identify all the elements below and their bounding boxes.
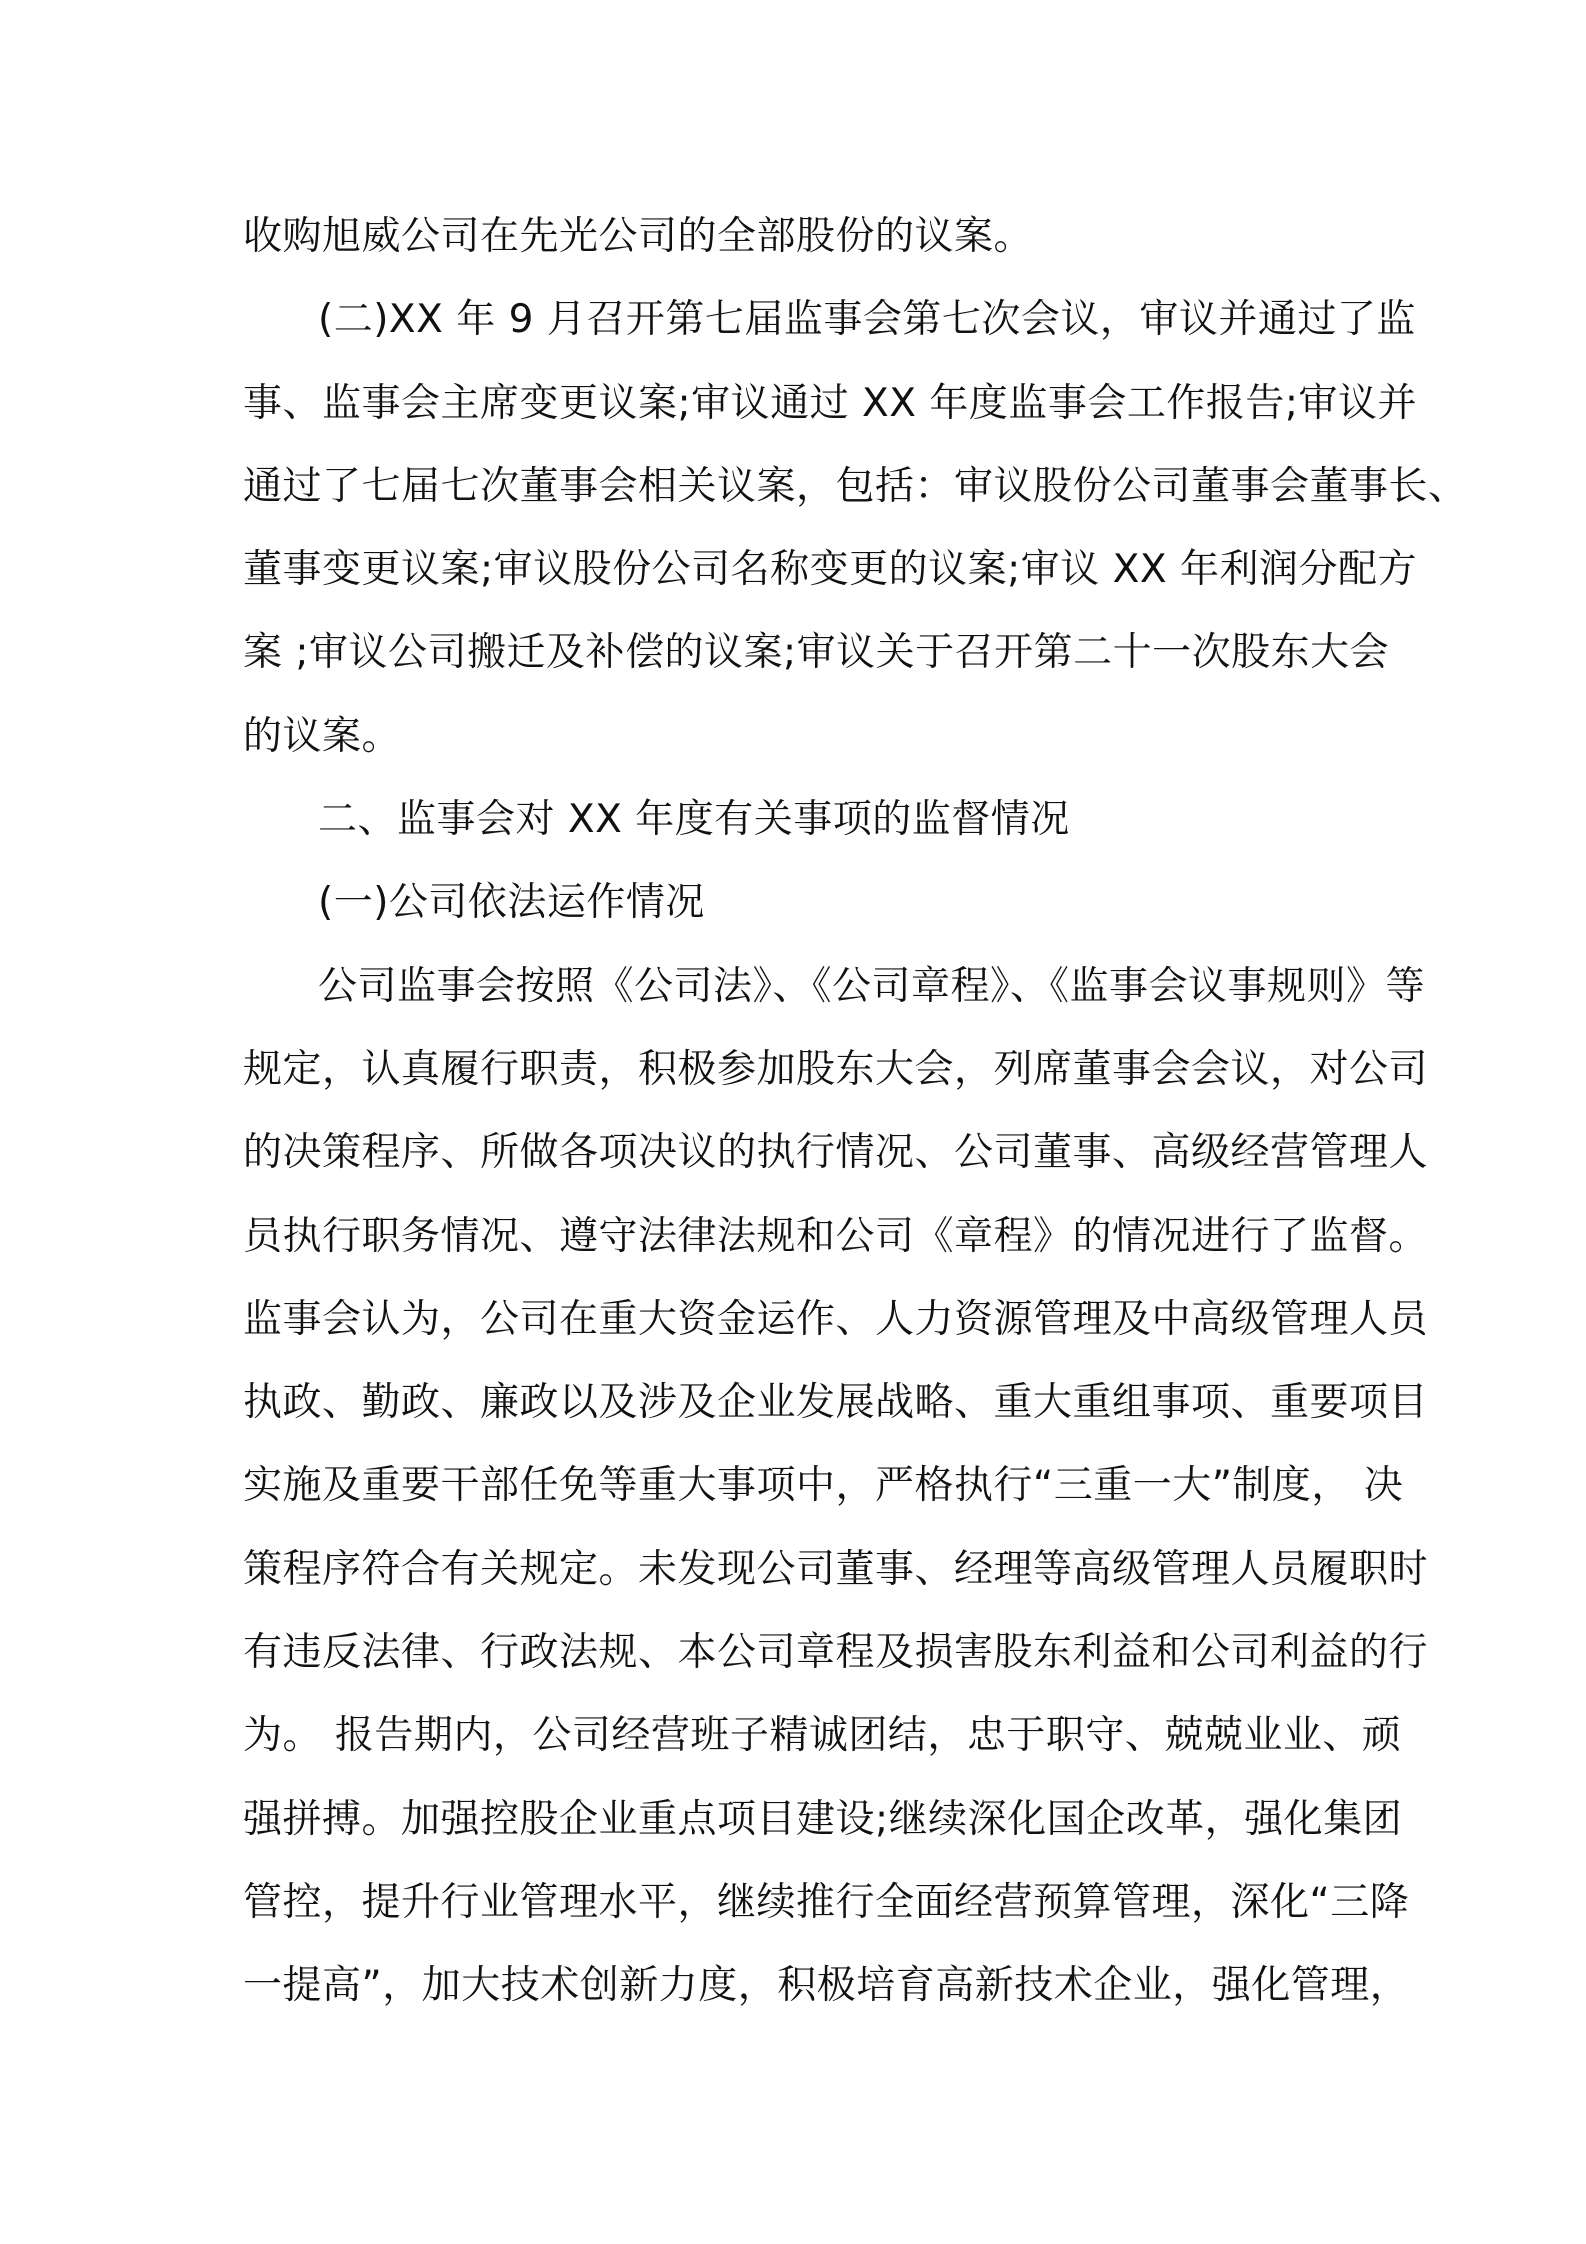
text-line: (二)XX 年 9 月召开第七届监事会第七次会议，审议并通过了监 [318, 297, 1416, 343]
text-line: 强拼搏。加强控股企业重点项目建设;继续深化国企改革，强化集团 [243, 1796, 1403, 1842]
text-line: 监事会认为，公司在重大资金运作、人力资源管理及中高级管理人员 [243, 1296, 1429, 1342]
text-line: 收购旭威公司在先光公司的全部股份的议案。 [243, 214, 1034, 259]
text-line: 案 ;审议公司搬迁及补偿的议案;审议关于召开第二十一次股东大会 [243, 630, 1390, 676]
text-line: 公司监事会按照《公司法》、《公司章程》、《监事会议事规则》等 [318, 963, 1426, 1009]
text-line: 执政、勤政、廉政以及涉及企业发展战略、重大重组事项、重要项目 [243, 1380, 1429, 1426]
text-line: 的决策程序、所做各项决议的执行情况、公司董事、高级经营管理人 [243, 1130, 1429, 1176]
text-line: 事、监事会主席变更议案;审议通过 XX 年度监事会工作报告;审议并 [243, 380, 1418, 426]
text-line: 为。 报告期内，公司经营班子精诚团结，忠于职守、兢兢业业、顽 [243, 1713, 1402, 1759]
text-line: 规定，认真履行职责，积极参加股东大会，列席董事会会议，对公司 [243, 1046, 1429, 1092]
subsection-heading: (一)公司依法运作情况 [318, 880, 705, 926]
section-heading: 二、监事会对 XX 年度有关事项的监督情况 [318, 797, 1070, 843]
text-line: 一提高”，加大技术创新力度，积极培育高新技术企业，强化管理， [243, 1963, 1410, 2009]
document-body [243, 195, 1468, 2028]
text-line: 董事变更议案;审议股份公司名称变更的议案;审议 XX 年利润分配方 [243, 547, 1418, 593]
text-line: 管控，提升行业管理水平，继续推行全面经营预算管理，深化“三降 [243, 1879, 1410, 1925]
text-line: 员执行职务情况、遵守法律法规和公司《章程》的情况进行了监督。 [243, 1213, 1429, 1259]
text-line: 有违反法律、行政法规、本公司章程及损害股东利益和公司利益的行 [243, 1630, 1429, 1676]
text-line: 通过了七届七次董事会相关议案，包括：审议股份公司董事会董事长、 [243, 463, 1468, 509]
text-line: 策程序符合有关规定。未发现公司董事、经理等高级管理人员履职时 [243, 1546, 1429, 1592]
text-line: 实施及重要干部任免等重大事项中，严格执行“三重一大”制度， 决 [243, 1463, 1404, 1509]
text-line: 的议案。 [243, 713, 402, 759]
